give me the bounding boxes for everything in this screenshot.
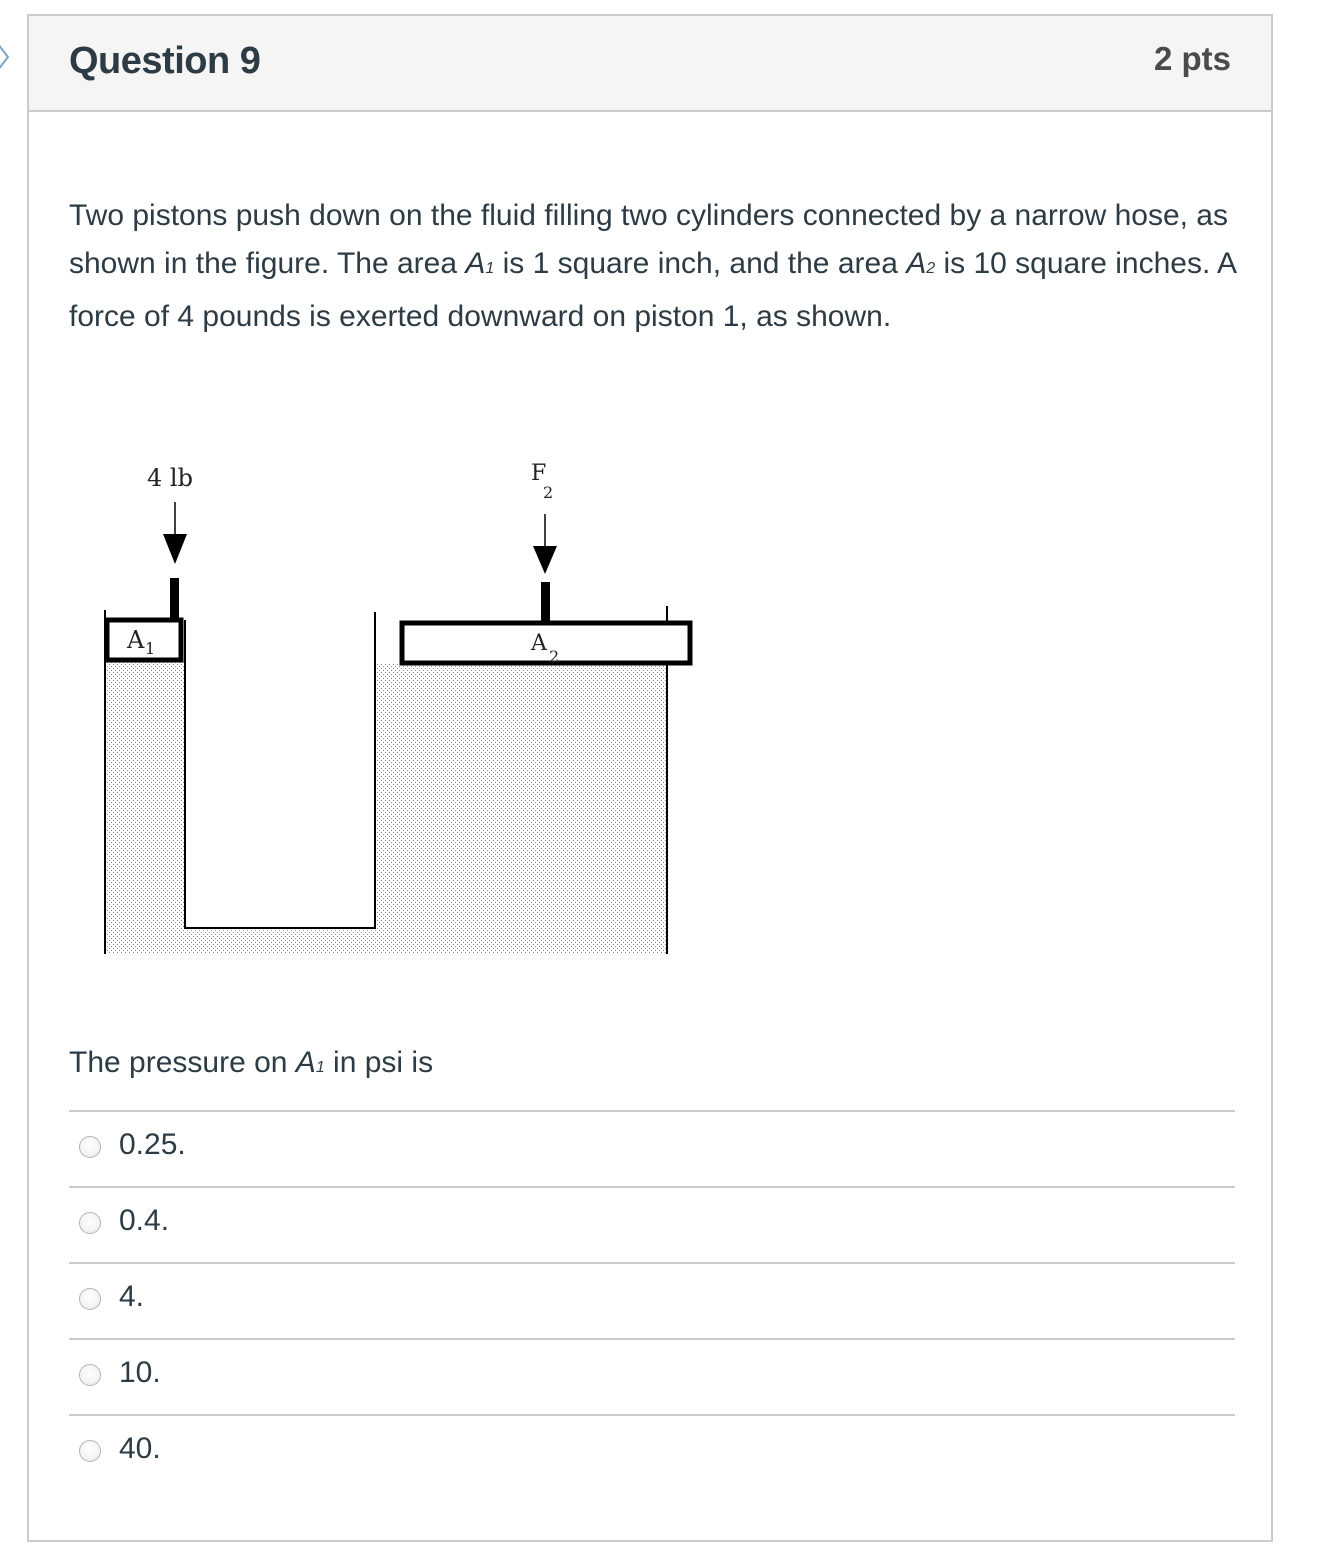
radio-button[interactable] [79,1364,101,1386]
prompt-part1: The pressure on [69,1046,296,1079]
answer-label[interactable]: 4. [119,1280,145,1313]
answer-list [69,1110,1235,1490]
answer-label[interactable]: 0.25. [119,1128,186,1161]
a2-symbol: A [906,247,927,280]
prompt-subscript: 1 [315,1059,325,1076]
area-2-label: A [531,631,547,656]
a2-subscript: 2 [926,260,936,277]
radio-button[interactable] [79,1136,101,1158]
question-text-part2: is 1 square inch, and the area [494,247,907,280]
nav-chevron-icon[interactable] [0,42,14,72]
area-1-subscript: 1 [145,639,156,658]
answer-option[interactable] [69,1110,1235,1186]
area-1-label: A [127,626,145,654]
force-1-label: 4 lb [147,464,193,492]
answer-label[interactable]: 0.4. [119,1204,170,1237]
question-text-part1: Two pistons push down on the fluid filling two cylinders connected by a narrow hose, as shown in the figure. The area [69,199,1228,280]
question-text [69,192,1239,341]
answer-label[interactable]: 40. [119,1432,161,1465]
radio-button[interactable] [79,1440,101,1462]
answer-option[interactable] [69,1262,1235,1338]
piston-1-rod [170,578,179,618]
inner-hose-wall [185,612,375,928]
question-header [29,16,1271,112]
question-prompt [69,1046,433,1080]
piston-2-rod [541,582,550,622]
force-2-arrow-head [533,546,557,574]
answer-option[interactable] [69,1414,1235,1490]
question-points: 2 pts [1153,40,1231,77]
question-card [27,14,1273,1542]
force-2-subscript: 2 [543,483,554,502]
a1-symbol: A [465,247,486,280]
area-2-subscript: 2 [549,647,560,666]
radio-button[interactable] [79,1212,101,1234]
answer-option[interactable] [69,1186,1235,1262]
prompt-part2: in psi is [324,1046,434,1079]
fluid-fill [105,660,667,954]
question-text-part3: is 10 square inches. A force of 4 pounds is exerted downward on piston 1, as shown. [69,247,1236,333]
a1-subscript: 1 [485,260,495,277]
prompt-symbol: A [295,1046,316,1079]
question-title: Question 9 [69,40,261,82]
answer-option[interactable] [69,1338,1235,1414]
answer-label[interactable]: 10. [119,1356,161,1389]
radio-button[interactable] [79,1288,101,1310]
hydraulic-piston-figure [99,446,709,966]
force-2-label: F [531,461,547,486]
force-1-arrow-head [163,534,187,564]
